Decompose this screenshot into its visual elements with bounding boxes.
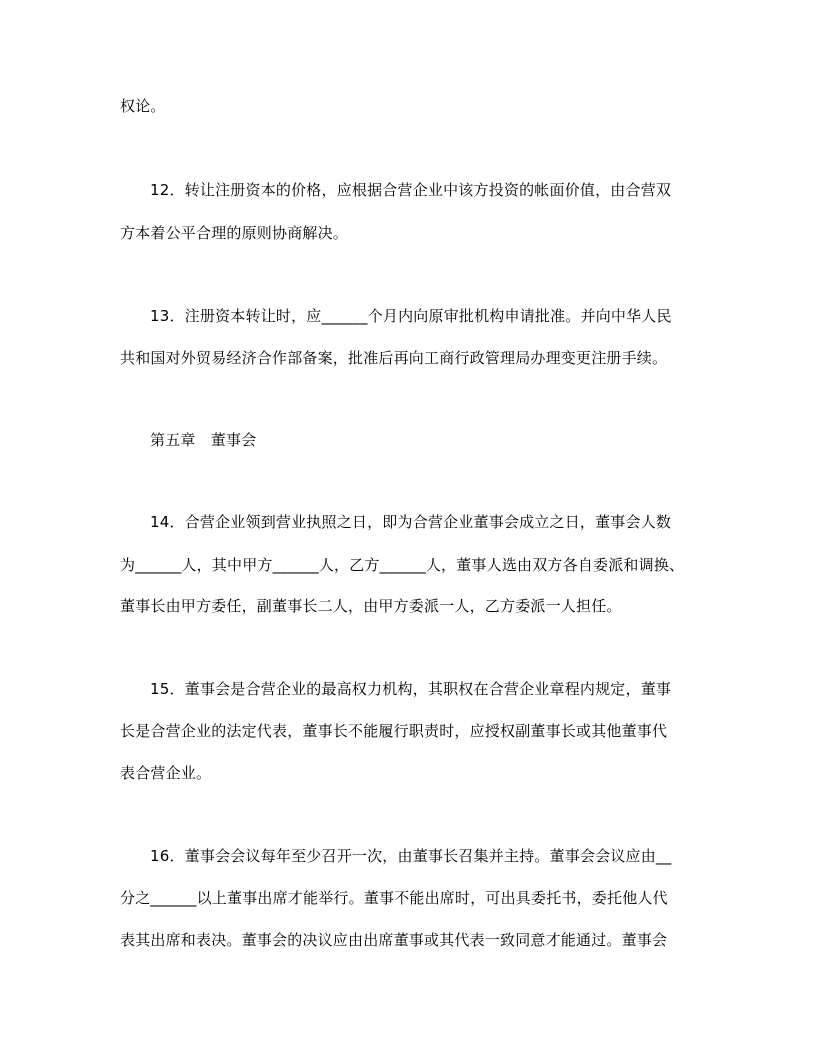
clause-13-line-2: 共和国对外贸易经济合作部备案，批准后再向工商行政管理局办理变更注册手续。 — [120, 349, 668, 367]
clause-12-line-2: 方本着公平合理的原则协商解决。 — [120, 224, 349, 242]
clause-12-line-1: 12．转让注册资本的价格，应根据合营企业中该方投资的帐面价值，由合营双 — [150, 181, 672, 199]
clause-13-blank-months: ______ — [321, 307, 368, 325]
clause-16-blank-fraction-denominator: __ — [655, 847, 672, 865]
clause-14-line-3: 董事长由甲方委任，副董事长二人，由甲方委派一人，乙方委派一人担任。 — [120, 597, 622, 615]
clause-15-line-2: 长是合营企业的法定代表，董事长不能履行职责时，应授权副董事长或其他董事代 — [120, 722, 668, 740]
clause-14-text-c: 人，乙方 — [318, 556, 380, 574]
chapter-5-heading: 第五章 董事会 — [150, 431, 257, 449]
clause-13-text-b: 个月内向原审批机构申请批准。并向中华人民 — [367, 307, 672, 325]
clause-14-line-2 — [120, 555, 700, 575]
clause-14-text-d: 人，董事人选由双方各自委派和调换、 — [425, 556, 685, 574]
clause-14-blank-party-a: ______ — [272, 556, 319, 574]
clause-16-text-a: 16．董事会会议每年至少召开一次，由董事长召集并主持。董事会会议应由 — [150, 847, 656, 865]
clause-16-line-3: 表其出席和表决。董事会的决议应由出席董事或其代表一致同意才能通过。董事会 — [120, 931, 668, 949]
clause-16-line-1 — [150, 846, 730, 866]
clause-14-text-a: 为 — [120, 556, 136, 574]
clause-16-blank-fraction-numerator: ______ — [150, 889, 197, 907]
clause-14-blank-total: ______ — [135, 556, 182, 574]
clause-15-line-3: 表合营企业。 — [120, 764, 212, 782]
clause-16-text-b: 分之 — [120, 889, 151, 907]
clause-14-text-b: 人，其中甲方 — [181, 556, 273, 574]
clause-14-blank-party-b: ______ — [379, 556, 426, 574]
clause-16-text-c: 以上董事出席才能举行。董事不能出席时，可出具委托书，委托他人代 — [196, 889, 668, 907]
clause-13-text-a: 13．注册资本转让时，应 — [150, 307, 322, 325]
clause-13-line-1 — [150, 306, 730, 326]
clause-14-line-1: 14．合营企业领到营业执照之日，即为合营企业董事会成立之日，董事会人数 — [150, 513, 672, 531]
clause-15-line-1: 15．董事会是合营企业的最高权力机构，其职权在合营企业章程内规定，董事 — [150, 680, 672, 698]
paragraph-prev-line-1: 权论。 — [120, 97, 166, 115]
clause-16-line-2 — [120, 888, 700, 908]
